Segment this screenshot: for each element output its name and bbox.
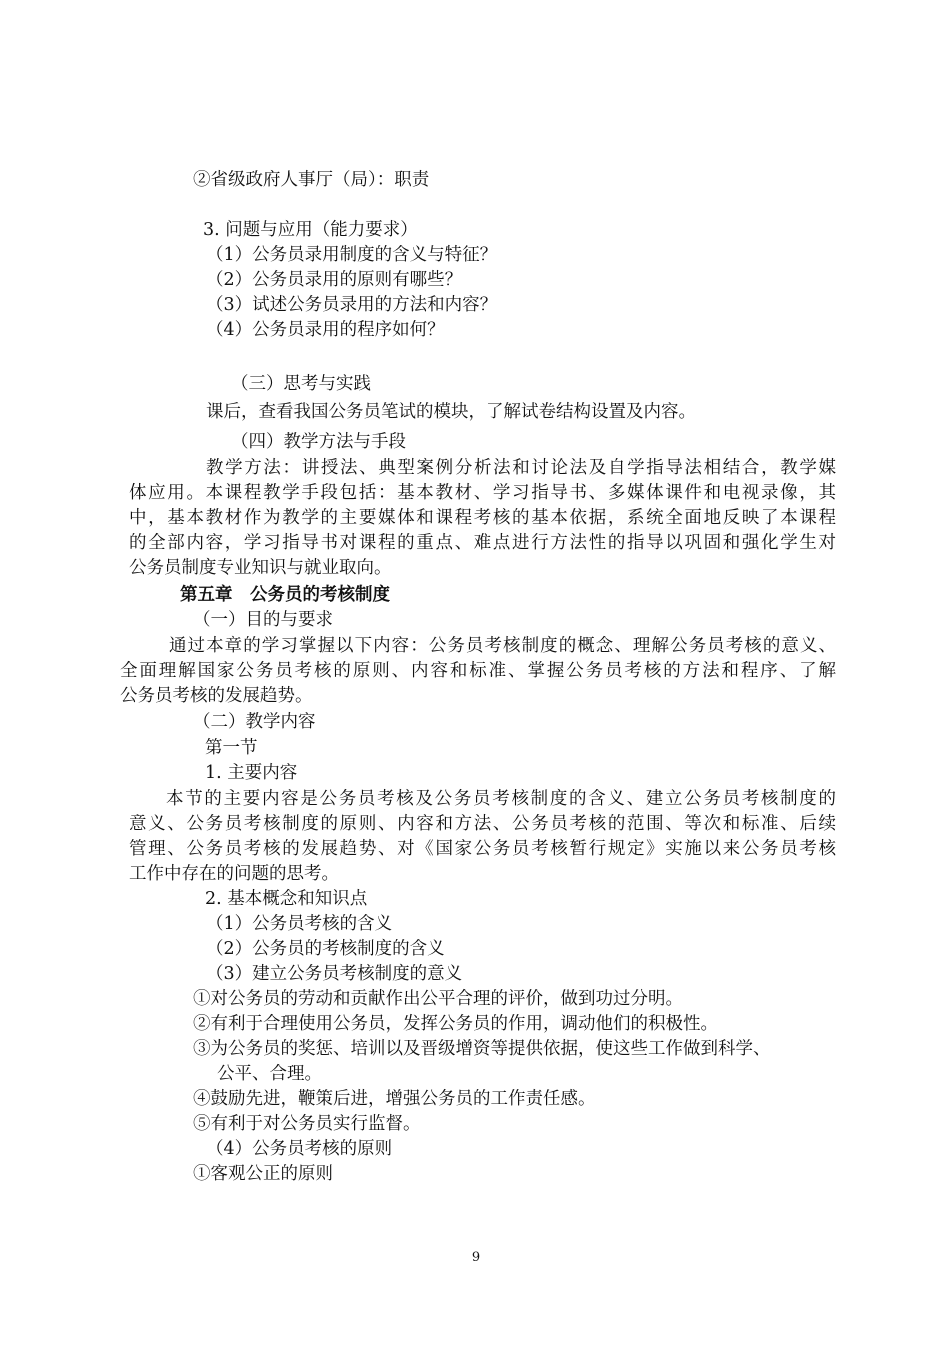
list-item: 公平、合理。 [217,1064,322,1084]
section-heading: （三）思考与实践 [231,374,371,394]
paragraph-line: 体应用。本课程教学手段包括：基本教材、学习指导书、多媒体课件和电视录像，其 [129,483,836,503]
paragraph-line: 通过本章的学习掌握以下内容：公务员考核制度的概念、理解公务员考核的意义、 [169,636,836,656]
section-heading: 第一节 [205,738,258,758]
section-heading: 1. 主要内容 [205,763,298,783]
paragraph-line: 全面理解国家公务员考核的原则、内容和标准、掌握公务员考核的方法和程序、了解 [120,661,836,681]
paragraph-line: 公务员制度专业知识与就业取向。 [129,558,392,578]
paragraph-line: 本节的主要内容是公务员考核及公务员考核制度的含义、建立公务员考核制度的 [166,789,836,809]
list-item: ②有利于合理使用公务员，发挥公务员的作用，调动他们的积极性。 [193,1014,718,1034]
section-heading: （二）教学内容 [193,712,316,732]
list-item: （2）公务员的考核制度的含义 [206,939,445,959]
section-heading: （四）教学方法与手段 [231,432,406,452]
paragraph-line: 中，基本教材作为教学的主要媒体和课程考核的基本依据，系统全面地反映了本课程 [129,508,836,528]
list-item: （1）公务员录用制度的含义与特征？ [206,245,498,265]
list-item: ④鼓励先进，鞭策后进，增强公务员的工作责任感。 [193,1089,596,1109]
section-heading: 2. 基本概念和知识点 [205,889,368,909]
list-item: （1）公务员考核的含义 [206,914,393,934]
list-item: ③为公务员的奖惩、培训以及晋级增资等提供依据，使这些工作做到科学、 [193,1039,771,1059]
list-item: ⑤有利于对公务员实行监督。 [193,1114,421,1134]
list-item: ①对公务员的劳动和贡献作出公平合理的评价，做到功过分明。 [193,989,683,1009]
list-item: （3）建立公务员考核制度的意义 [206,964,463,984]
paragraph-line: 课后，查看我国公务员笔试的模块，了解试卷结构设置及内容。 [206,402,696,422]
page-number: 9 [471,1250,481,1265]
list-item: （4）公务员录用的程序如何？ [206,320,445,340]
chapter-title: 第五章 公务员的考核制度 [180,585,390,605]
paragraph-line: 工作中存在的问题的思考。 [129,864,339,884]
paragraph-line: 意义、公务员考核制度的原则、内容和方法、公务员考核的范围、等次和标准、后续 [129,814,836,834]
section-heading: （一）目的与要求 [193,610,333,630]
paragraph-line: 教学方法：讲授法、典型案例分析法和讨论法及自学指导法相结合，教学媒 [206,458,836,478]
section-heading: （4）公务员考核的原则 [206,1139,393,1159]
list-item: ①客观公正的原则 [193,1164,333,1184]
list-item: （2）公务员录用的原则有哪些？ [206,270,463,290]
list-item: ②省级政府人事厅（局）：职责 [193,170,430,190]
list-item: （3）试述公务员录用的方法和内容？ [206,295,498,315]
section-heading: 3. 问题与应用（能力要求） [203,220,418,240]
paragraph-line: 公务员考核的发展趋势。 [120,686,313,706]
paragraph-line: 管理、公务员考核的发展趋势、对《国家公务员考核暂行规定》实施以来公务员考核 [129,839,836,859]
paragraph-line: 的全部内容，学习指导书对课程的重点、难点进行方法性的指导以巩固和强化学生对 [129,533,836,553]
